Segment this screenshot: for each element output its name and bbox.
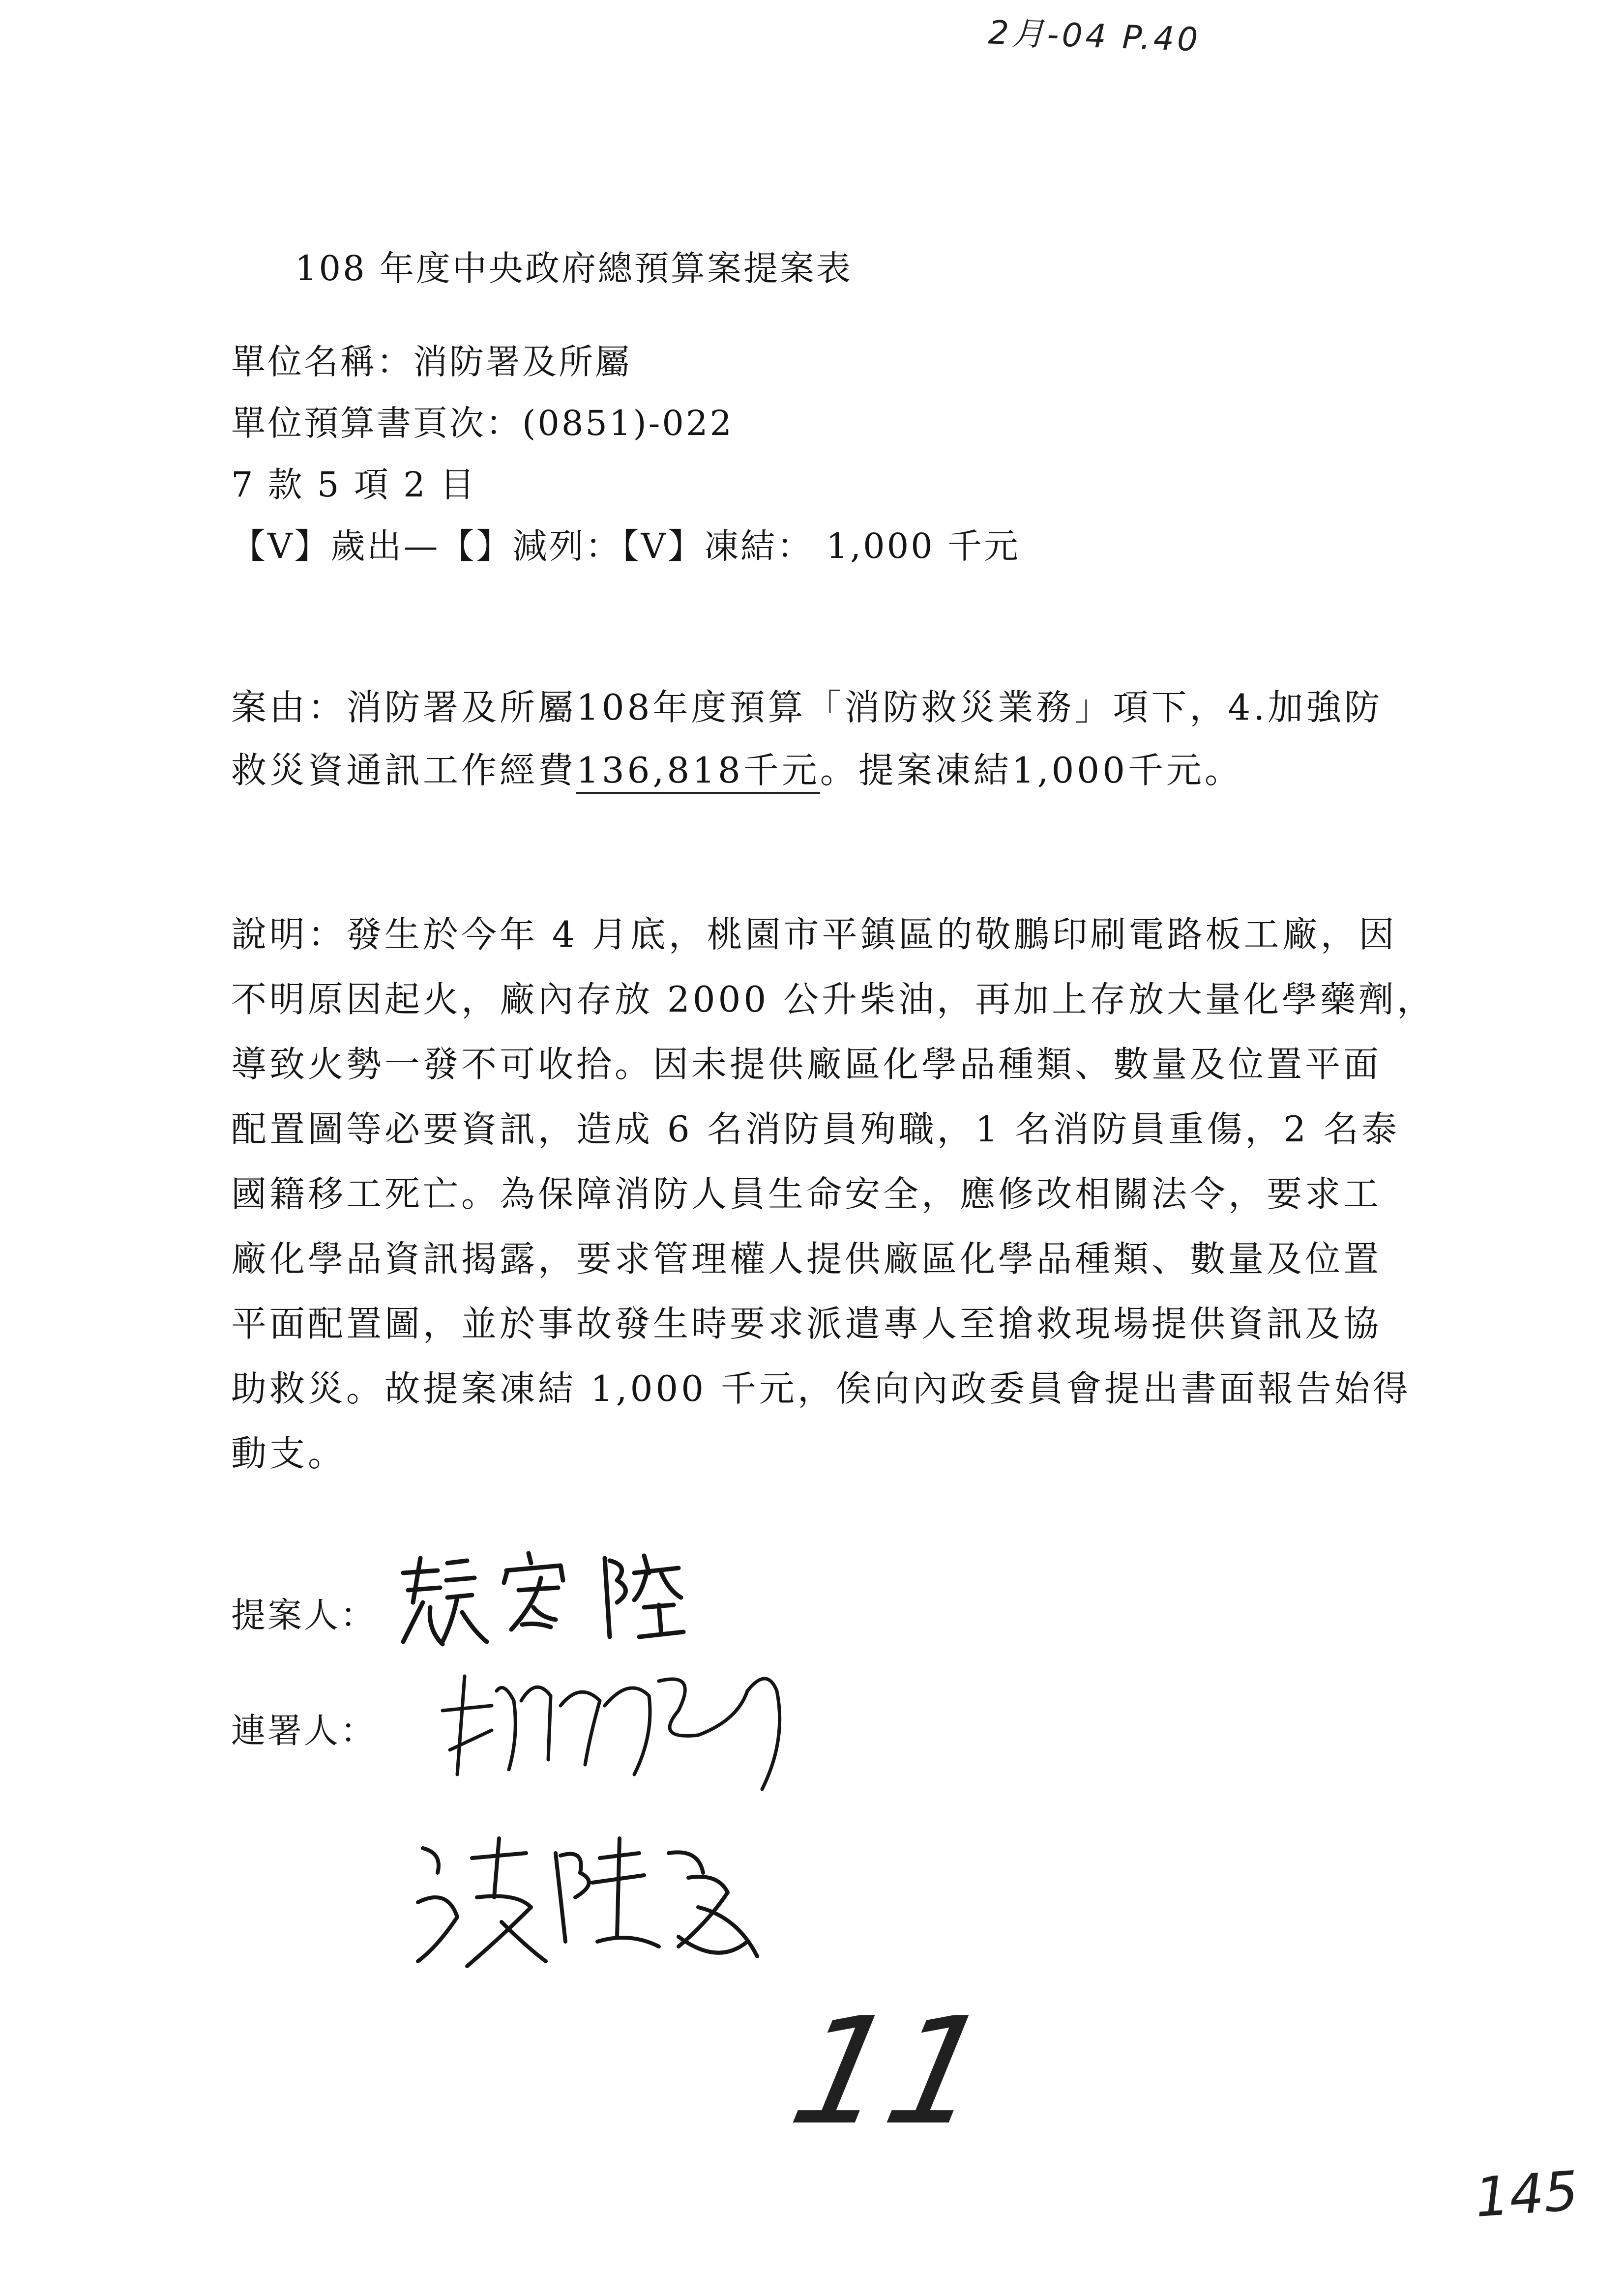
handwritten-stamp-number: 145 xyxy=(1473,2159,1581,2230)
explanation-paragraph xyxy=(231,902,1436,1486)
proposer-signature xyxy=(393,1543,698,1661)
budget-action: 【V】歲出—【】減列：【V】凍結： 1,000 千元 xyxy=(231,526,1020,566)
explanation-line: 配置圖等必要資訊，造成 6 名消防員殉職，1 名消防員重傷，2 名泰 xyxy=(231,1108,1400,1150)
cosigner-signature-2-strokes xyxy=(403,1819,787,1976)
document-title: 108 年度中央政府總預算案提案表 xyxy=(295,248,853,289)
explanation-line: 助救災。故提案凍結 1,000 千元，俟向內政委員會提出書面報告始得 xyxy=(231,1368,1411,1409)
cosigner-signature-1 xyxy=(423,1661,797,1809)
item-reference: 7 款 5 項 2 目 xyxy=(231,465,476,505)
reason-line-2-suffix: 。提案凍結1,000千元。 xyxy=(820,750,1243,791)
underlined-amount: 136,818千元 xyxy=(576,750,820,794)
explanation-line: 導致火勢一發不可收拾。因未提供廠區化學品種類、數量及位置平面 xyxy=(231,1044,1382,1085)
reason-line-1: 案由：消防署及所屬108年度預算「消防救災業務」項下，4.加強防 xyxy=(231,687,1383,728)
explanation-line: 廠化學品資訊揭露，要求管理權人提供廠區化學品種類、數量及位置 xyxy=(231,1238,1382,1279)
cosigner-signature-2 xyxy=(403,1819,787,1976)
reason-line-2-prefix: 救災資通訊工作經費 xyxy=(231,750,577,791)
explanation-line: 動支。 xyxy=(231,1433,347,1474)
unit-name: 單位名稱：消防署及所屬 xyxy=(231,342,631,382)
explanation-line: 國籍移工死亡。為保障消防人員生命安全，應修改相關法令，要求工 xyxy=(231,1173,1382,1215)
explanation-line: 說明：發生於今年 4 月底，桃園市平鎮區的敬鵬印刷電路板工廠，因 xyxy=(231,914,1397,955)
proposer-label: 提案人： xyxy=(231,1595,377,1635)
proposer-signature-strokes xyxy=(393,1543,698,1661)
handwritten-top-note: 2月-04 P.40 xyxy=(987,13,1202,59)
explanation-line: 平面配置圖，並於事故發生時要求派遣專人至搶救現場提供資訊及協 xyxy=(231,1303,1382,1344)
budget-page: 單位預算書頁次：(0851)-022 xyxy=(231,403,734,443)
reason-paragraph xyxy=(231,676,1411,802)
cosigner-label: 連署人： xyxy=(231,1711,377,1751)
cosigner-signature-1-strokes xyxy=(423,1661,797,1809)
handwritten-page-number: 11 xyxy=(778,1986,1003,2157)
reason-line-2 xyxy=(231,739,1411,802)
explanation-line: 不明原因起火，廠內存放 2000 公升柴油，再加上存放大量化學藥劑， xyxy=(231,979,1436,1020)
